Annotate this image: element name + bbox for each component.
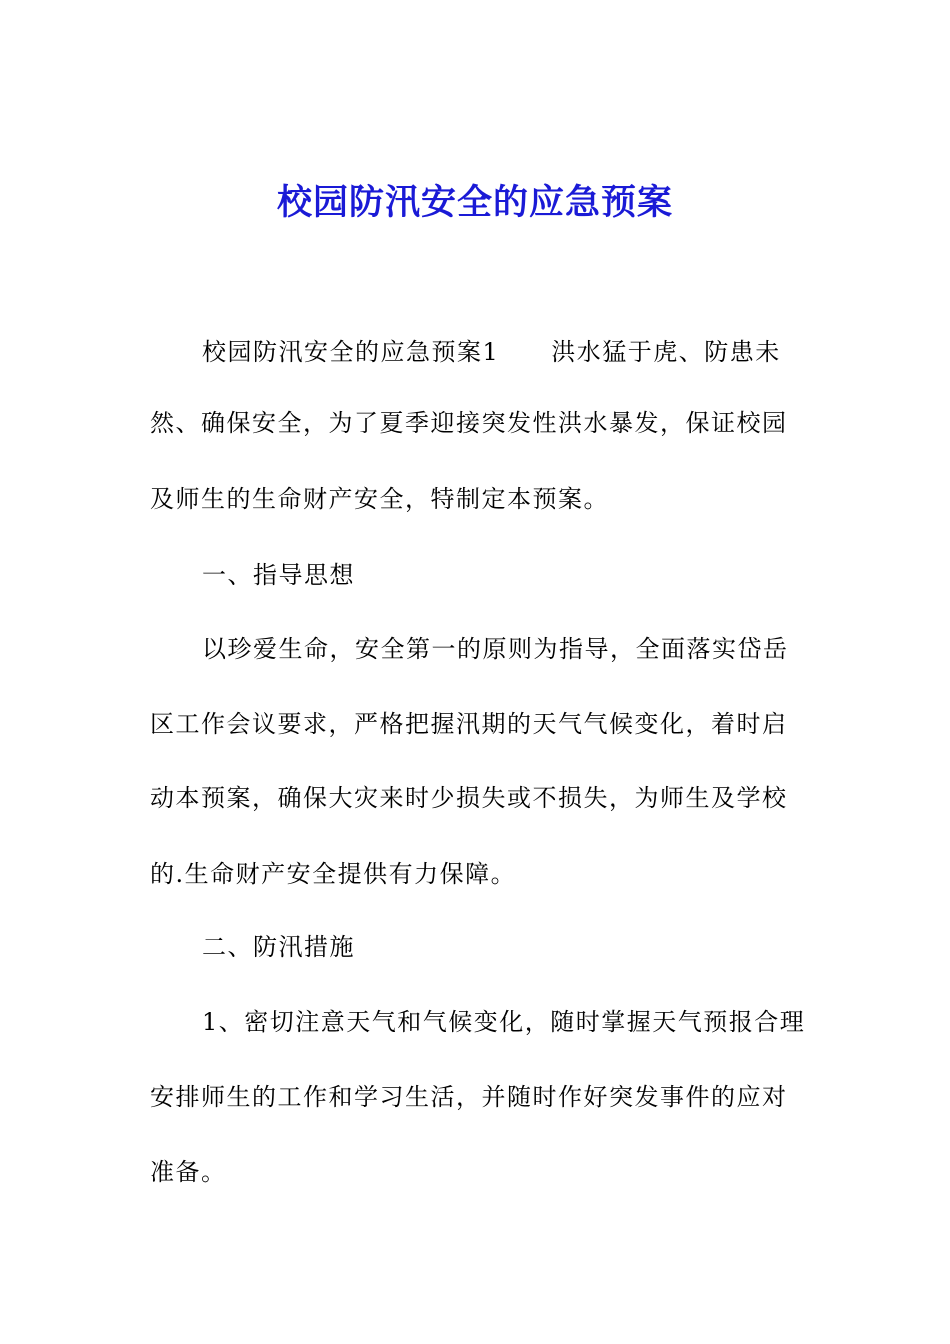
- paragraph-line: [202, 334, 862, 370]
- document-title: 校园防汛安全的应急预案: [276, 183, 673, 223]
- paragraph-line: 动本预案，确保大灾来时少损失或不损失，为师生及学校: [150, 784, 788, 812]
- paragraph-line: 然、确保安全，为了夏季迎接突发性洪水暴发，保证校园: [150, 409, 788, 437]
- section-heading: 一、指导思想: [202, 561, 355, 589]
- paragraph-line: 安排师生的工作和学习生活，并随时作好突发事件的应对: [150, 1083, 788, 1111]
- paragraph-line: 的.生命财产安全提供有力保障。: [150, 860, 517, 888]
- section-heading: 二、防汛措施: [202, 933, 355, 961]
- heading-inline: 校园防汛安全的应急预案1: [202, 338, 500, 366]
- paragraph-line: 准备。: [150, 1158, 227, 1186]
- paragraph-line: 区工作会议要求，严格把握汛期的天气气候变化，着时启: [150, 710, 788, 738]
- paragraph-line: 以珍爱生命，安全第一的原则为指导，全面落实岱岳: [202, 635, 789, 663]
- paragraph-line: 及师生的生命财产安全，特制定本预案。: [150, 485, 609, 513]
- paragraph-text: 洪水猛于虎、防患未: [551, 338, 781, 366]
- paragraph-line: 1、密切注意天气和气候变化，随时掌握天气预报合理: [202, 1008, 806, 1036]
